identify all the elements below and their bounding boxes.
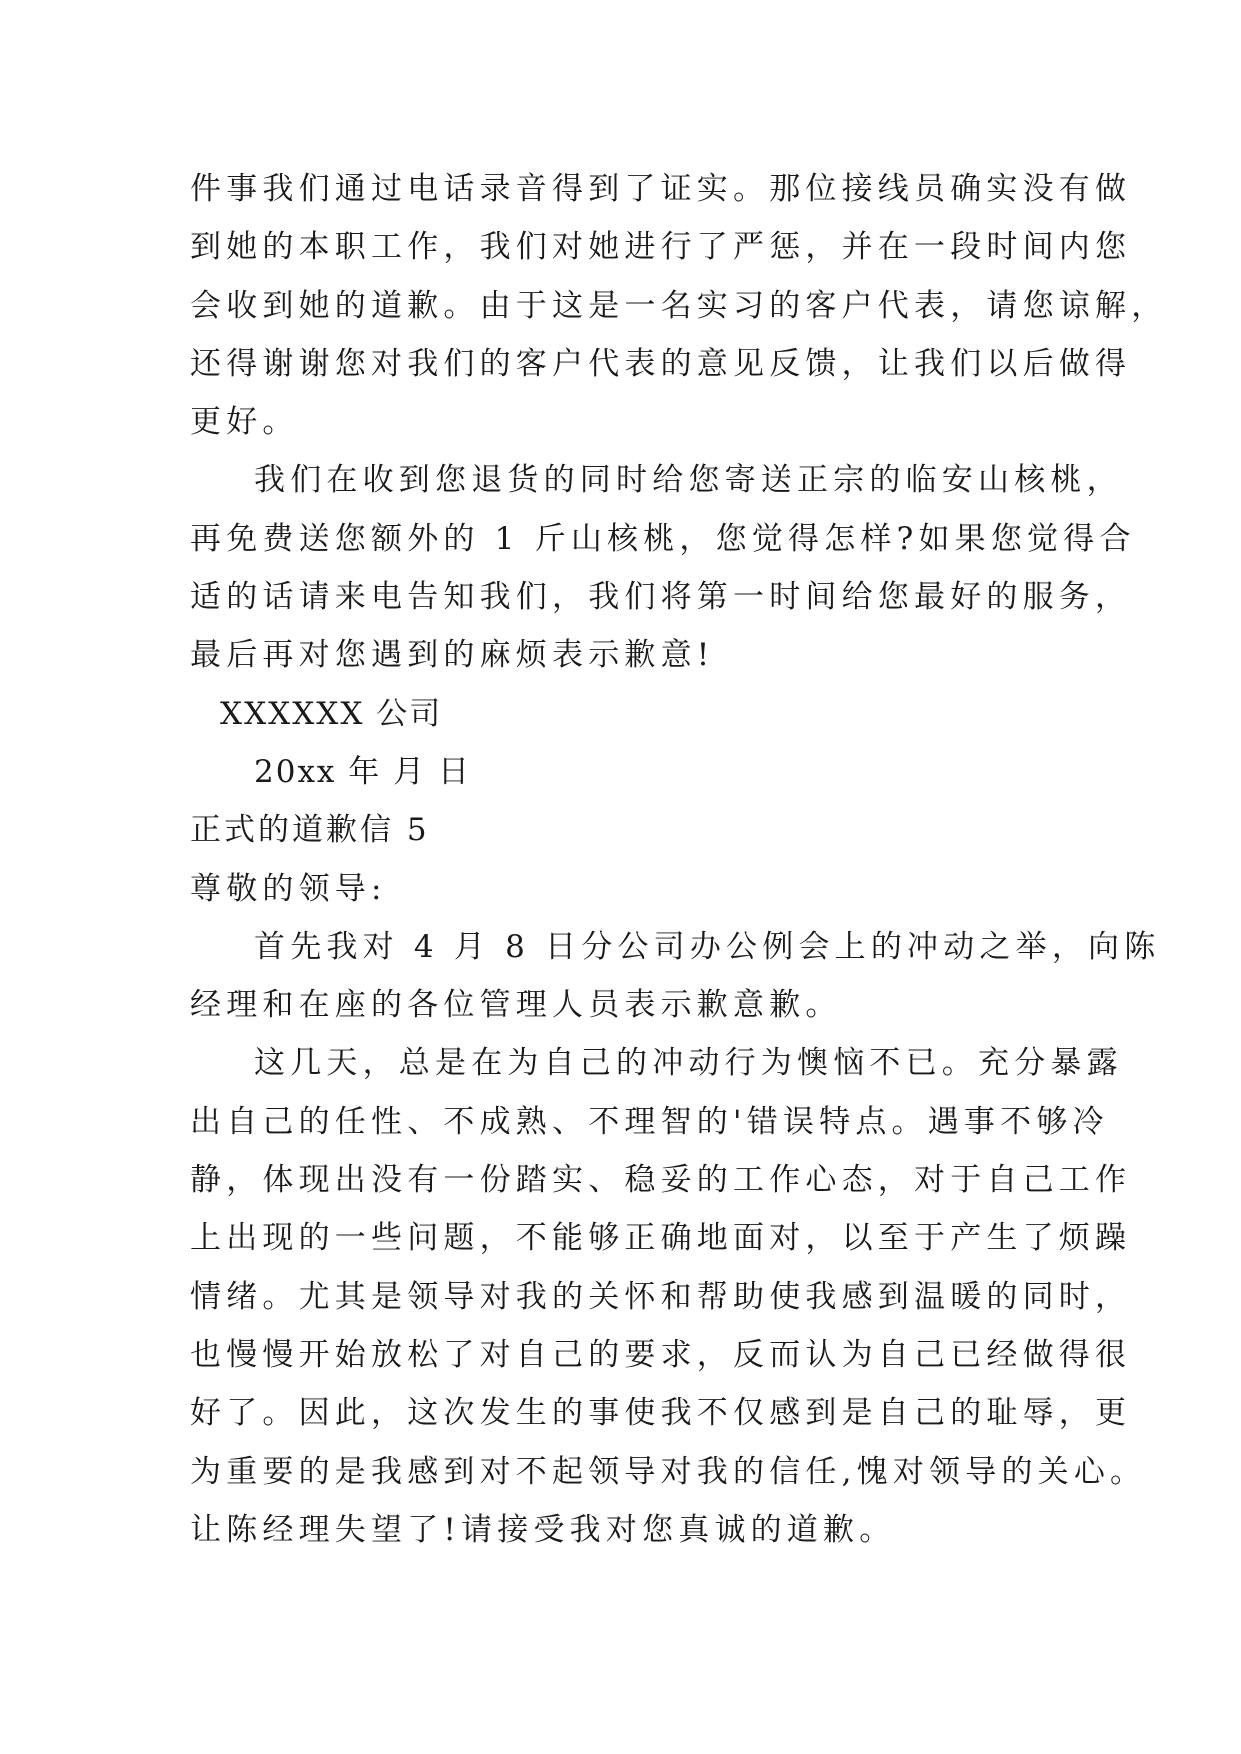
paragraph-line: 更好。 bbox=[190, 404, 299, 441]
letter-body bbox=[190, 160, 1168, 1559]
paragraph-line: 上出现的一些问题，不能够正确地面对，以至于产生了烦躁 bbox=[190, 1220, 1132, 1257]
salutation: 尊敬的领导: bbox=[190, 870, 387, 907]
paragraph-line: 这几天，总是在为自己的冲动行为懊恼不已。充分暴露 bbox=[254, 1045, 1123, 1082]
letter-title: 正式的道歉信 5 bbox=[190, 812, 430, 849]
paragraph-line: 为重要的是我感到对不起领导对我的信任,愧对领导的关心。 bbox=[190, 1453, 1147, 1490]
paragraph-line: 最后再对您遇到的麻烦表示歉意! bbox=[190, 637, 715, 674]
paragraph-line: 还得谢谢您对我们的客户代表的意见反馈，让我们以后做得 bbox=[190, 345, 1132, 382]
paragraph-line: 到她的本职工作，我们对她进行了严惩，并在一段时间内您 bbox=[190, 229, 1132, 266]
paragraph-line: 经理和在座的各位管理人员表示歉意歉。 bbox=[190, 987, 842, 1024]
paragraph-line: 也慢慢开始放松了对自己的要求，反而认为自己已经做得很 bbox=[190, 1336, 1132, 1373]
paragraph-line: 让陈经理失望了!请接受我对您真诚的道歉。 bbox=[190, 1511, 896, 1548]
paragraph-line: 出自己的任性、不成熟、不理智的'错误特点。遇事不够冷 bbox=[190, 1103, 1109, 1140]
paragraph-line: 我们在收到您退货的同时给您寄送正宗的临安山核桃， bbox=[254, 462, 1123, 499]
paragraph-line: 好了。因此，这次发生的事使我不仅感到是自己的耻辱，更 bbox=[190, 1395, 1132, 1432]
paragraph-line: 再免费送您额外的 1 斤山核桃，您觉得怎样?如果您觉得合 bbox=[190, 520, 1136, 557]
paragraph-line: 首先我对 4 月 8 日分公司办公例会上的冲动之举，向陈 bbox=[254, 928, 1161, 965]
signature-company: XXXXXX 公司 bbox=[220, 695, 443, 732]
paragraph-line: 情绪。尤其是领导对我的关怀和帮助使我感到温暖的同时， bbox=[190, 1278, 1132, 1315]
paragraph-line: 会收到她的道歉。由于这是一名实习的客户代表，请您谅解， bbox=[190, 287, 1168, 324]
paragraph-line: 静，体现出没有一份踏实、稳妥的工作心态，对于自己工作 bbox=[190, 1162, 1132, 1199]
paragraph-line: 适的话请来电告知我们，我们将第一时间给您最好的服务， bbox=[190, 579, 1132, 616]
signature-date: 20xx 年 月 日 bbox=[254, 753, 471, 790]
paragraph-line: 件事我们通过电话录音得到了证实。那位接线员确实没有做 bbox=[190, 171, 1132, 207]
